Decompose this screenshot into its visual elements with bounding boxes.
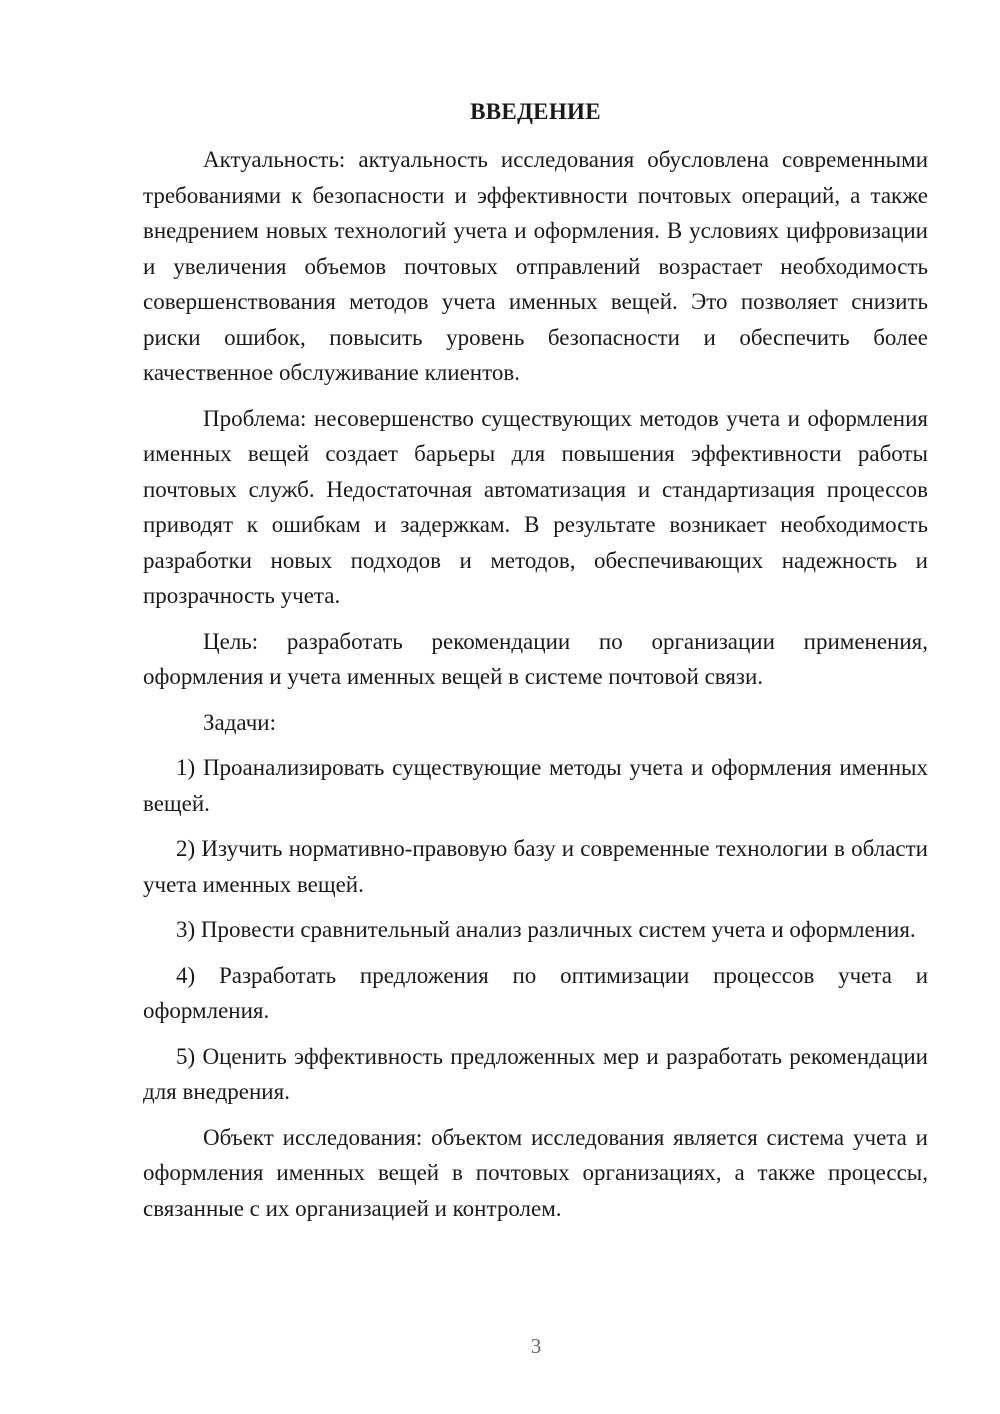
page-title: ВВЕДЕНИЕ (470, 99, 601, 124)
task-item: 5) Оценить эффективность предложенных мер и разработать рекомендации для внедрения. (143, 1043, 928, 1104)
paragraph-relevance: Актуальность: актуальность исследования обусловлена современными требованиями к безопасности и эффективности почтовых операций, а также внедрением новых технологий учета и оформления. В условиях цифровизации и увеличения объемов почтовых отправлений возрастает необходимость совершенствования методов учета именных вещей. Это позволяет снизить риски ошибок, повысить уровень безопасности и обеспечить более качественное обслуживание клиентов. (143, 147, 928, 385)
paragraph-problem: Проблема: несовершенство существующих методов учета и оформления именных вещей создает барьеры для повышения эффективности работы почтовых служб. Недостаточная автоматизация и стандартизация процессов приводят к ошибкам и задержкам. В результате возникает необходимость разработки новых подходов и методов, обеспечивающих надежность и прозрачность учета. (143, 405, 928, 608)
paragraph-goal: Цель: разработать рекомендации по организации применения, оформления и учета именных вещей в системе почтовой связи. (143, 628, 928, 689)
paragraph-object: Объект исследования: объектом исследования является система учета и оформления именных вещей в почтовых организациях, а также процессы, связанные с их организацией и контролем. (143, 1124, 928, 1221)
task-item: 4) Разработать предложения по оптимизации процессов учета и оформления. (143, 962, 928, 1023)
task-item: 2) Изучить нормативно-правовую базу и современные технологии в области учета именных вещей. (143, 836, 928, 897)
document-body (143, 142, 928, 1226)
task-item: 3) Провести сравнительный анализ различных систем учета и оформления. (176, 917, 916, 942)
page-number: 3 (530, 1334, 542, 1358)
tasks-heading: Задачи: (203, 709, 276, 735)
task-item: 1) Проанализировать существующие методы учета и оформления именных вещей. (143, 755, 928, 816)
